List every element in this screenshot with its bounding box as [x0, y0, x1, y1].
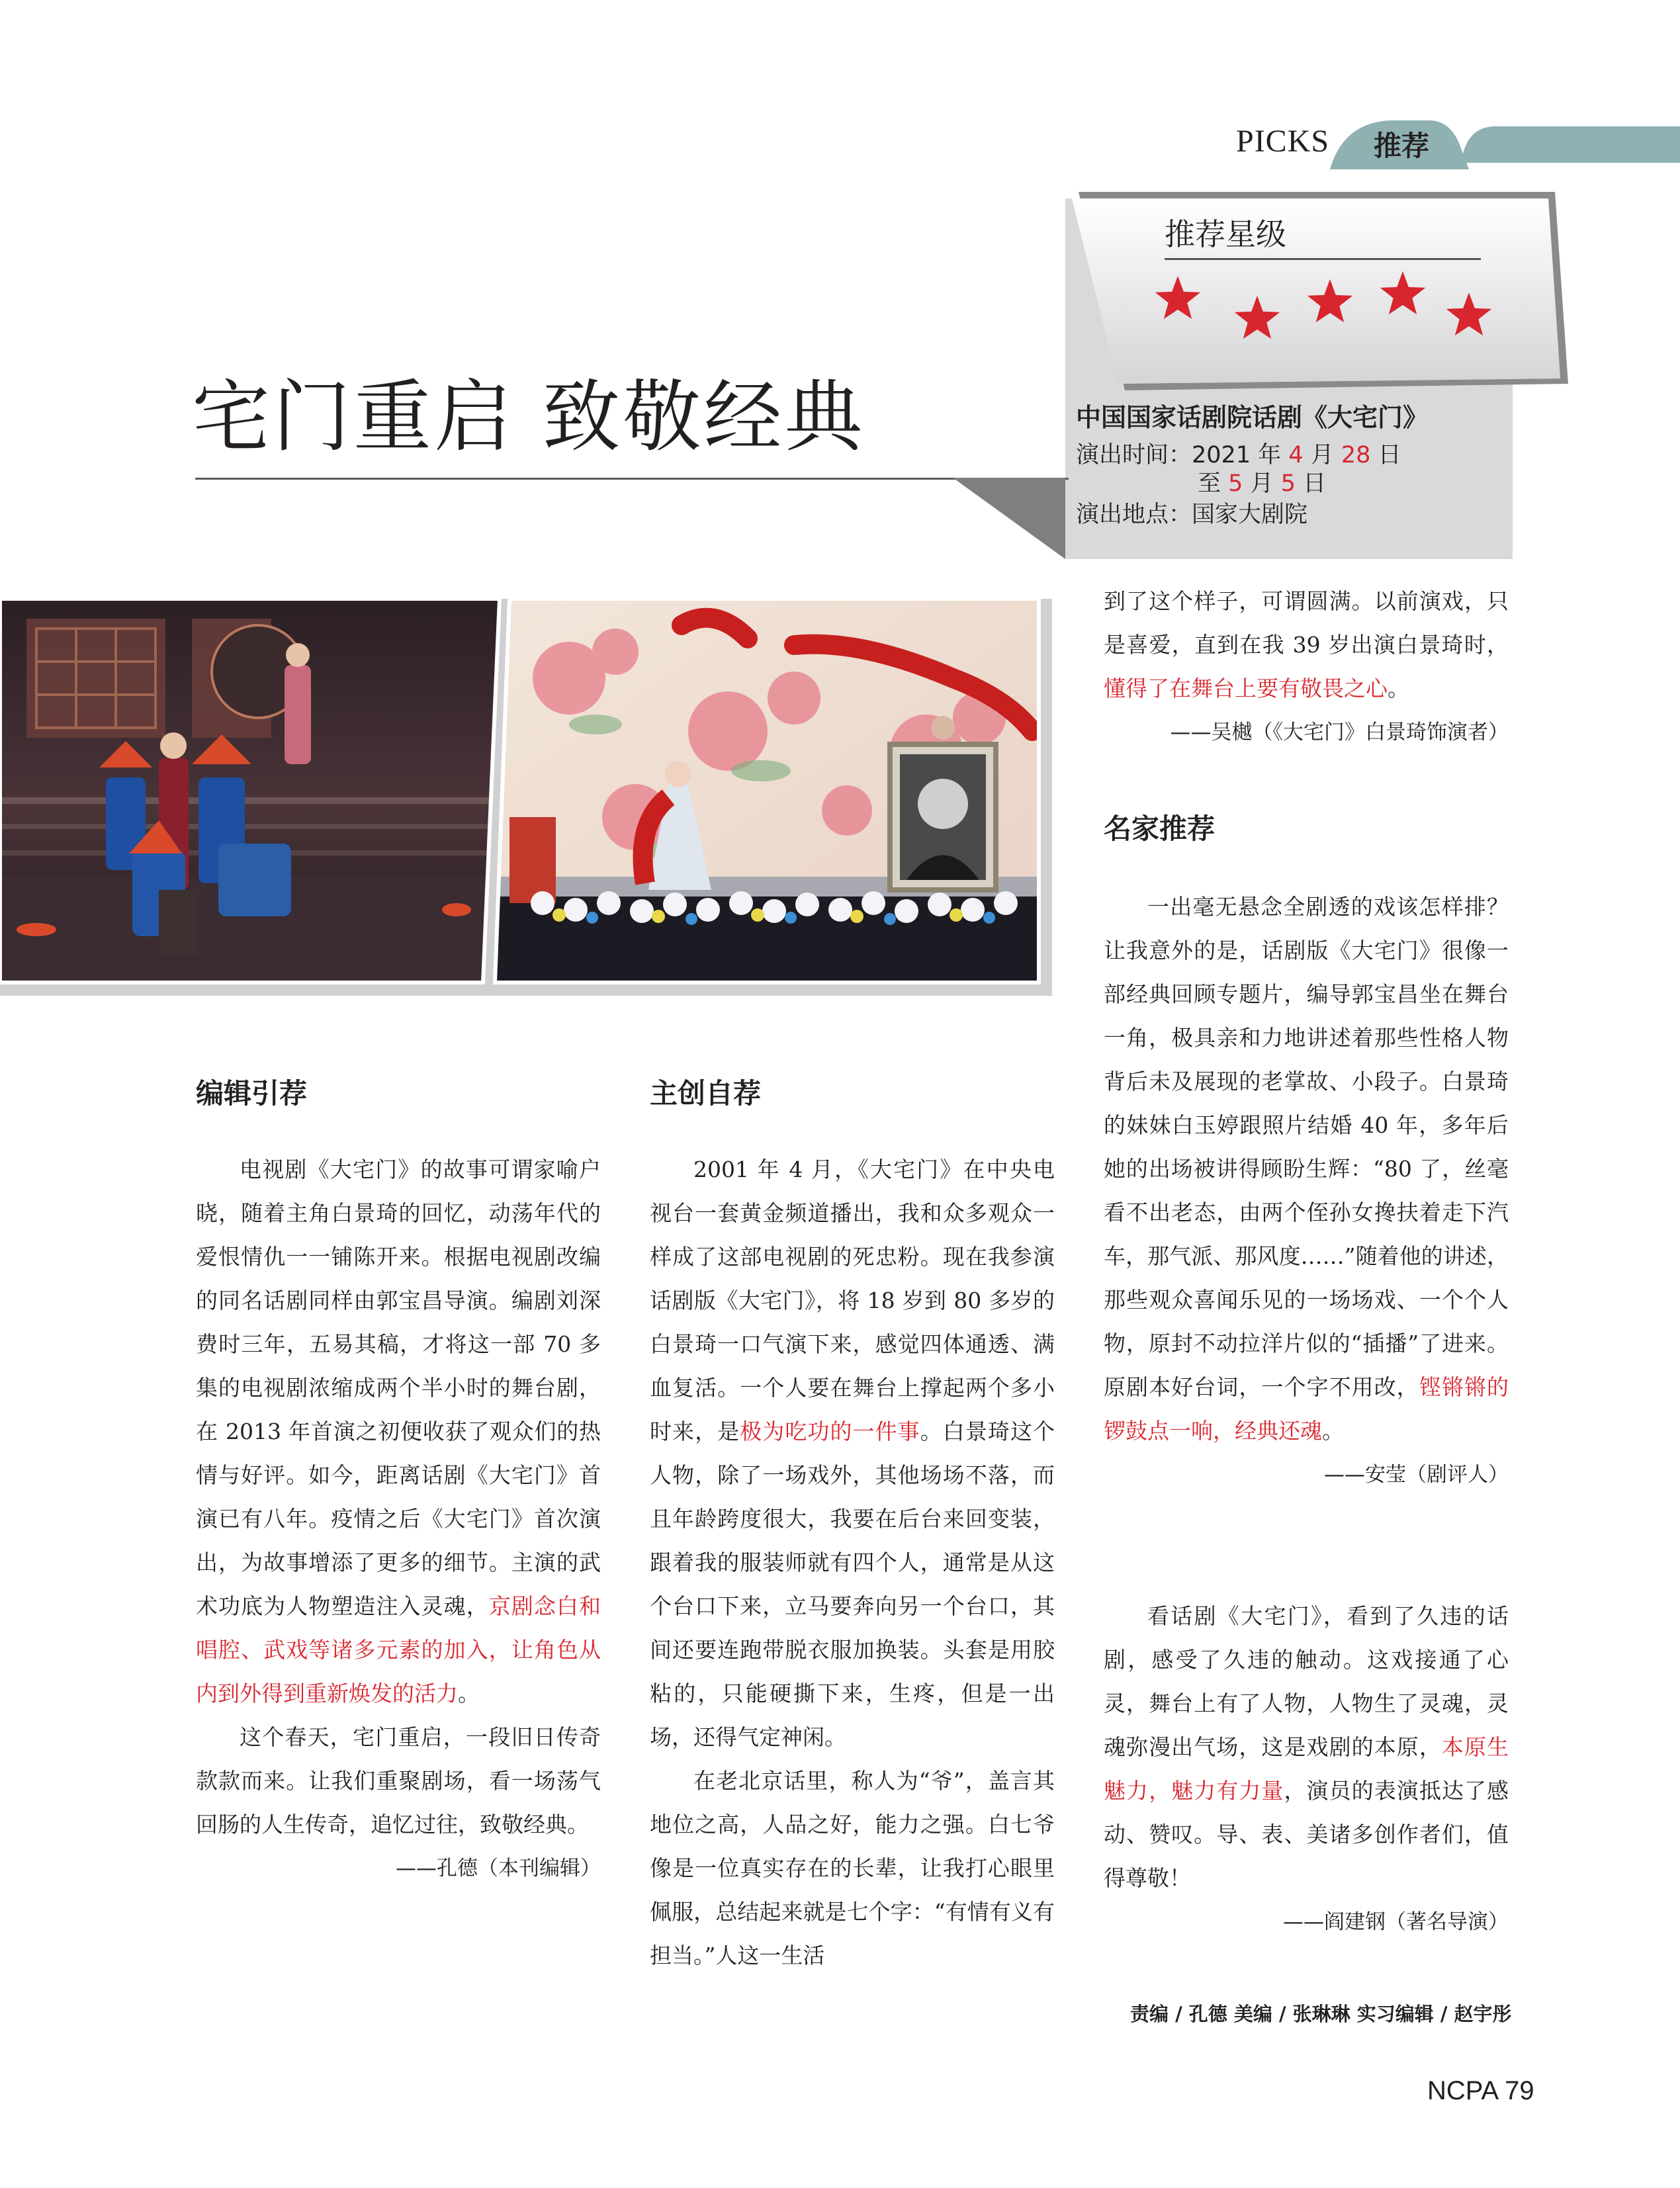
- show-start-day: 28: [1341, 442, 1371, 468]
- creator-paragraph-continued: [1104, 580, 1509, 711]
- show-venue: [1076, 496, 1307, 529]
- creator-paragraph-2: 在老北京话里，称人为“爷”，盖言其地位之高，人品之好，能力之强。白七爷像是一位真实存在的长辈，让我打心眼里佩服，总结起来就是七个字：“有情有义有担当。”人这一生活: [650, 1768, 1055, 1968]
- expert-review-2-text: [1104, 1595, 1509, 1900]
- creator-paragraph-1: [650, 1148, 1055, 1759]
- expert-r1-end: 。: [1322, 1418, 1344, 1444]
- expert-r2-text: 看话剧《大宅门》，看到了久违的话剧，感受了久违的触动。这戏接通了心灵，舞台上有了人物，人物生了灵魂，灵魂弥漫出气场，这是戏剧的本原，: [1104, 1603, 1509, 1760]
- section-label-cn: 推荐: [1374, 130, 1430, 162]
- title-wedge-shadow: [953, 463, 1072, 562]
- editor-p1-text: 电视剧《大宅门》的故事可谓家喻户晓，随着主角白景琦的回忆，动荡年代的爱恨情仇一一铺陈开来。根据电视剧改编的同名话剧同样由郭宝昌导演。编剧刘深费时三年，五易其稿，才将这一部 70 多集的电视剧浓缩成两个半小时的舞台剧，在 2013 年首演之初便收获了观众们的热情与好评。如今，距离话剧《大宅门》首演已有八年。疫情之后《大宅门》首次演出，为故事增添了更多的细节。主演的武术功底为人物塑造注入灵魂，: [196, 1157, 601, 1619]
- month-unit: 月: [1303, 442, 1341, 468]
- editor-signature: ——孔德（本刊编辑）: [396, 1857, 601, 1880]
- show-end-day: 5: [1280, 470, 1296, 497]
- show-time-to: 至: [1198, 470, 1229, 497]
- section-label-en: PICKS: [1236, 124, 1330, 159]
- day-unit: 日: [1295, 470, 1327, 497]
- rating-star-icon: [1155, 276, 1200, 319]
- day-unit: 日: [1370, 442, 1401, 468]
- expert-r1-highlight: 铿锵锵的锣鼓点一响，经典还魂: [1104, 1374, 1509, 1444]
- rating-label: 推荐星级: [1165, 216, 1286, 252]
- expert-review-1-text: [1104, 885, 1509, 1453]
- editorial-credits: 责编 / 孔德 美编 / 张琳琳 实习编辑 / 赵宇彤: [1130, 2003, 1512, 2025]
- rating-star-icon: [1446, 292, 1491, 335]
- month-unit: 月: [1243, 470, 1281, 497]
- editor-section-heading: 编辑引荐: [196, 1077, 308, 1110]
- creator-cont-highlight: 懂得了在舞台上要有敬畏之心: [1104, 676, 1388, 701]
- expert-r1-text: 一出毫无悬念全剧透的戏该怎样排？让我意外的是，话剧版《大宅门》很像一部经典回顾专题片，编导郭宝昌坐在舞台一角，极具亲和力地讲述着那些性格人物背后未及展现的老掌故、小段子。白景琦的妹妹白玉婷跟照片结婚 40 年，多年后她的出场被讲得顾盼生辉：“80 了，丝毫看不出老态，由两个侄孙女搀扶着走下汽车，那气派、那风度……”随着他的讲述，那些观众喜闻乐见的一场场戏、一个个人物，原封不动拉洋片似的“插播”了进来。原剧本好台词，一个字不用改，: [1104, 894, 1509, 1400]
- creator-cont-text: 到了这个样子，可谓圆满。以前演戏，只是喜爱，直到在我 39 岁出演白景琦时，: [1104, 588, 1509, 658]
- creator-section-body: [650, 1148, 1055, 1978]
- creator-p1-text: 2001 年 4 月，《大宅门》在中央电视台一套黄金频道播出，我和众多观众一样成了这部电视剧的死忠粉。现在我参演话剧版《大宅门》，将 18 岁到 80 多岁的白景琦一口气演下来，感觉四体通透、满血复活。一个人要在舞台上撑起两个多小时来，是: [650, 1157, 1055, 1444]
- creator-signature: ——吴樾（《大宅门》白景琦饰演者）: [1170, 721, 1509, 744]
- expert-r2-end: ，演员的表演抵达了感动、赞叹。导、表、美诸多创作者们，值得尊敬！: [1104, 1778, 1509, 1891]
- magazine-name: NCPA: [1427, 2076, 1497, 2105]
- page-number: 79: [1505, 2076, 1534, 2105]
- expert-review-1-signature: ——安莹（剧评人）: [1324, 1463, 1509, 1487]
- creator-section-heading: 主创自荐: [650, 1077, 762, 1110]
- show-time-end: [1198, 465, 1326, 498]
- creator-continuation: [1104, 580, 1509, 754]
- show-time-year: 2021 年: [1192, 442, 1289, 468]
- editor-section-body: [196, 1148, 601, 1890]
- editor-p1-highlight: 京剧念白和唱腔、武戏等诸多元素的加入，让角色从内到外得到重新焕发的活力: [196, 1593, 601, 1706]
- creator-p1-end: 。白景琦这个人物，除了一场戏外，其他场场不落，而且年龄跨度很大，我要在后台来回变装，跟着我的服装师就有四个人，通常是从这个台口下来，立马要奔向另一个台口，其间还要连跑带脱衣服加换装。头套是用胶粘的，只能硬撕下来，生疼，但是一出场，还得气定神闲。: [650, 1419, 1055, 1750]
- show-venue-name: 国家大剧院: [1192, 502, 1308, 528]
- expert-review-1: [1104, 885, 1509, 1497]
- editor-paragraph-2: 这个春天，宅门重启，一段旧日传奇款款而来。让我们重聚剧场，看一场荡气回肠的人生传奇，追忆过往，致敬经典。: [196, 1724, 601, 1837]
- stage-photo-strip: [0, 599, 1052, 996]
- rating-star-icon: [1307, 279, 1352, 322]
- editor-p1-end: 。: [458, 1681, 480, 1706]
- rating-star-icon: [1380, 271, 1425, 314]
- creator-cont-end: 。: [1388, 676, 1409, 701]
- title-rule: [195, 478, 1069, 480]
- rating-stars: [1125, 265, 1495, 351]
- rating-divider: [1165, 258, 1481, 260]
- creator-p1-highlight: 极为吃功的一件事: [740, 1419, 920, 1444]
- expert-review-2: [1104, 1595, 1509, 1944]
- show-time-label: 演出时间：: [1076, 442, 1192, 468]
- stage-photo-right: [490, 599, 1045, 983]
- show-venue-label: 演出地点：: [1076, 502, 1192, 528]
- page-footer: [1427, 2076, 1534, 2106]
- show-title: 中国国家话剧院话剧《大宅门》: [1076, 403, 1429, 432]
- show-start-month: 4: [1288, 442, 1304, 468]
- stage-photo-left: [0, 599, 503, 983]
- expert-section-heading: 名家推荐: [1104, 812, 1216, 845]
- editor-paragraph-1: [196, 1148, 601, 1716]
- article-title: 宅门重启 致敬经典: [192, 371, 865, 462]
- show-end-month: 5: [1228, 470, 1243, 497]
- expert-review-2-signature: ——阎建钢（著名导演）: [1283, 1910, 1509, 1934]
- rating-star-icon: [1235, 296, 1280, 339]
- expert-r2-highlight: 本原生魅力，魅力有力量: [1104, 1734, 1509, 1804]
